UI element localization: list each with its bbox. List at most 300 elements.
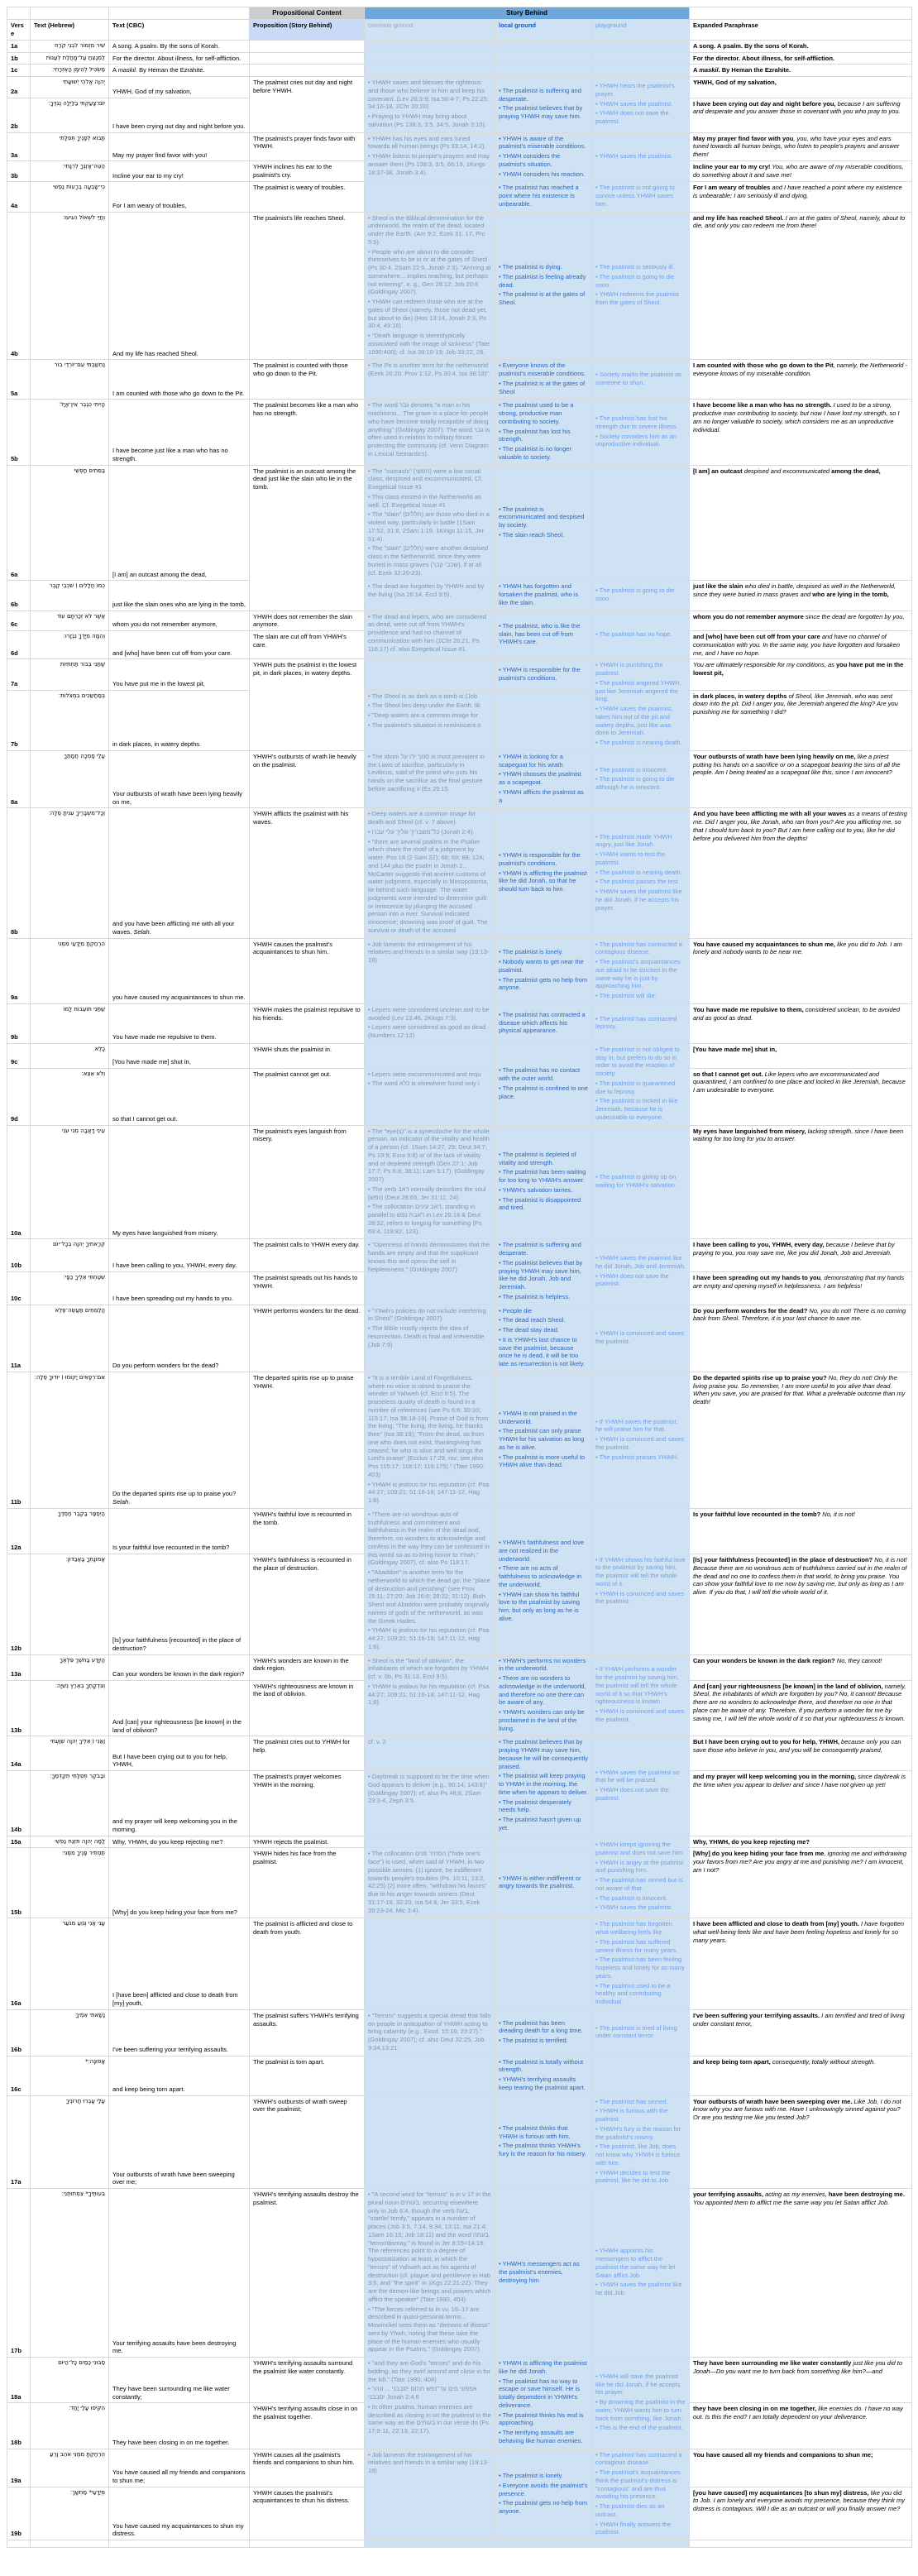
bullet-item: • The dead reach Sheol. — [499, 1316, 566, 1324]
text-segment: . — [149, 927, 151, 936]
common-ground-cell — [365, 1508, 495, 1654]
cbc-text-cell: May my prayer find favor with you! — [109, 132, 250, 161]
bullet-item: • Praying to YHWH may bring about salvation (Ps 138:3, 3:5, 34:5, Jonah 3:10). — [368, 113, 487, 128]
bullet-item: • YHWH can redeem those who are at the gates of Sheol (namely, those not dead yet, but about to die) (Hos 13:14, Jonah 2:3, Ps 30:4, 49:16). — [368, 298, 488, 330]
proposition-cell — [250, 52, 365, 65]
verse-cell: 15a — [7, 1836, 31, 1848]
proposition-cell: YHWH performs wonders for the dead. — [250, 1305, 365, 1372]
bullet-item: • The psalmist is nearing death. — [595, 868, 682, 876]
common-ground-cell — [365, 1654, 495, 1736]
column-header-text-hebrew: Text (Hebrew) — [31, 20, 109, 41]
text-segment: like you did to Job. I am lonely and nobody wants to be near me. — [693, 940, 902, 956]
local-ground-cell — [495, 610, 592, 659]
bullet-item: • It is YHWH's last chance to save the psalmist, because once he is dead, it will be too late as resurrection is not likely. — [499, 1335, 586, 1368]
playground-cell — [592, 400, 690, 465]
bullet-item: • By drowning the psalmist in the water, YHWH wants him to turn back from somthing, like Jonah. — [595, 2398, 686, 2422]
cbc-text-cell: You have caused all my friends and companions to shun me; — [109, 2449, 250, 2487]
bullet-item: • Society considers him as an unproductive individual. — [595, 432, 677, 448]
bullet-item: • Job laments the estrangement of his relatives and friends in a similar way (19:13-19) — [368, 2450, 490, 2475]
text-segment: I have been crying out day and night before you, — [693, 99, 838, 108]
bullet-item: • YHWH considers the psalmist's situation. — [499, 152, 561, 168]
text-segment: . By Heman the Ezrahite. — [135, 66, 205, 74]
bullet-item: • The psalmist has no way to escape or save himself. He is totally dependent in YHWH's deliverance. — [499, 2377, 580, 2409]
playground-cell — [592, 808, 690, 938]
proposition-cell: YHWH shuts the psalmist in. — [250, 1043, 365, 1068]
cbc-text-cell: just like the slain ones who are lying in the tomb, — [109, 581, 250, 610]
verse-cell: 19b — [7, 2487, 31, 2540]
verse-row-1b — [7, 52, 912, 65]
bullet-item: • YHWH saves the psalmist. — [595, 152, 673, 160]
bullet-item: • YHWH saves the psalmist. — [595, 1903, 673, 1912]
text-segment: I have been spreading out my hands to you — [693, 1274, 821, 1282]
bullet-item: • Sheol is the "land of oblivion", the inhabitants of which are forgotten by YHWH (cf. v. 6b, Ps 31:13, Eccl 9:5). — [368, 1656, 489, 1681]
bullet-item: • "and they are God's "terrors" and do his bidding, as they swirl around and close in for the kill." (Tate 1990, 404) — [368, 2359, 491, 2383]
bullet-item: • YHWH is afflicting the psalmist like he did Jonah. — [499, 2359, 587, 2375]
proposition-cell: The psalmist cries out day and night before YHWH. — [250, 77, 365, 133]
bullet-item: • YHWH has his eyes and ears tuned towards all human beings (Ps 33:14, 14:2). — [368, 134, 486, 151]
verse-row-5b — [7, 400, 912, 465]
bullet-item: • YHWH's fury is the reason for the psalmist's misery. — [595, 2124, 681, 2141]
proposition-cell: YHWH makes the psalmist repulsive to his friends. — [250, 1003, 365, 1043]
bullet-item: • The psalmist is seriously ill. — [595, 263, 675, 271]
verse-row-4b — [7, 212, 912, 360]
common-ground-cell — [365, 1239, 495, 1305]
bullet-item: • YHWH is jealous for his reputation (cf. Psa 44:27; 109:21; 51:16-18; 147:11-12, Hag 1:8). — [368, 1480, 490, 1505]
expanded-paraphrase-cell — [690, 98, 912, 132]
verse-cell: 5a — [7, 360, 31, 400]
verse-row-4a — [7, 182, 912, 212]
cbc-text-cell: I have been crying out day and night before you. — [109, 98, 250, 132]
playground-cell — [592, 1836, 690, 1918]
hebrew-text-cell: וּבַבֹּקֶר תְּפִלָּתִי תְקַדְּמֶךָּ׃ — [31, 1771, 109, 1836]
expanded-paraphrase-cell — [690, 400, 912, 465]
proposition-cell: The psalmist becomes like a man who has no strength. — [250, 400, 365, 465]
bullet-item: • People who are about to die consider themselves to be in or at the gates of Sheol (Ps 30:4, 2Sam 22:6, Jonah 2:3). "Arriving at somewhere... implies reaching, but perhaps not entering", e. g., Gen 28:12; Job 20:6 (Goldingay 2007). — [368, 247, 491, 296]
bullet-item: • Society marks the psalmist as someone to shun. — [595, 371, 681, 386]
local-ground-cell — [495, 360, 592, 400]
text-segment: Why, YHWH, do you keep rejecting me? — [693, 1837, 810, 1846]
bullet-item: • The verb דאב normally describes the soul (נפש) (Deut 28:65, Jer 31:11, 24). — [368, 1185, 486, 1201]
text-segment: For the director. About illness, for self-affliction. — [693, 54, 834, 62]
bullet-item: • YHWH appoints his messengers to afflict the psalmist the same way he let Satan afflict Job. — [595, 2247, 676, 2279]
bullet-item: • The psalmist gets no help from anyone. — [499, 2499, 588, 2516]
text-segment: among the dead, — [830, 467, 881, 475]
local-ground-cell — [495, 1043, 592, 1125]
text-segment: Do you perform wonders for the dead? — [693, 1306, 808, 1314]
proposition-cell: The psalmist is afflicted and close to death from youth. — [250, 1918, 365, 2010]
text-segment: lacking strength, since I have been waiting for too long for you to answer. — [693, 1127, 904, 1143]
expanded-paraphrase-cell — [690, 690, 912, 750]
bullet-item: • YHWH has forgotten and forsaken the psalmist, who is like the slain. — [499, 582, 579, 606]
expanded-paraphrase-cell — [690, 1771, 912, 1836]
cbc-text-cell: Do you perform wonders for the dead? — [109, 1305, 250, 1372]
text-segment: and have no channel of communication with you. In the same way, you have forgotten and forsaken me, and I have no hope. — [693, 633, 900, 657]
text-segment: No, it is not! Because there are no wondrous acts of truthfulness carried out in the realm of the dead and no one to confess them in that world, to bring you praise. You can show your faithful love to me now by saving me, but only as long as I am alive. If you do that, I will tell the whole world of it. — [693, 1556, 907, 1597]
proposition-cell: The psalmist is weary of troubles. — [250, 182, 365, 212]
common-ground-cell — [365, 2095, 495, 2189]
text-segment: , demonstrating that my hands are empty and opening myself in helplessness. I am helpless! — [693, 1274, 905, 1290]
bullet-item: • The psalmist passes the test. — [595, 878, 680, 886]
text-segment: [Is] your faithfulness [recounted] in the place of destruction? — [693, 1556, 873, 1564]
common-ground-cell: cf. v. 2 — [365, 1736, 495, 1771]
verse-cell: 10a — [7, 1125, 31, 1239]
playground-cell — [592, 1125, 690, 1239]
common-ground-cell — [365, 581, 495, 610]
playground-cell — [592, 938, 690, 1003]
bullet-item: • The psalmist is innocent. — [595, 1894, 668, 1902]
local-ground-cell — [495, 1125, 592, 1239]
text-segment: as a means of testing me. Did I anger you, like Jonah, who ran from you? Are you afflicting me, so that I should turn back to you? But I am here calling out to you, like he did before you delivered him from the depths! — [693, 810, 907, 842]
cbc-text-cell: Your terrifying assaults have been destroying me. — [109, 2189, 250, 2358]
bullet-item: • "Deep waters are a common image for — [368, 711, 478, 720]
bullet-item: • YHWH does not save the psalmist. — [595, 109, 669, 126]
text-segment: Your outbursts of wrath have been sweeping over me. — [693, 2097, 853, 2105]
text-segment: My eyes have languished from misery, — [693, 1127, 806, 1135]
text-segment: No, it is not! — [820, 1510, 855, 1518]
expanded-paraphrase-cell — [690, 77, 912, 98]
hebrew-text-cell: תָּבוֹא לְפָנֶיךָ תְּפִלָּתִי — [31, 132, 109, 161]
text-segment: And you have been afflicting me with all your waves — [693, 810, 847, 818]
bullet-item: • The psalmist has sinned. — [595, 2097, 668, 2105]
proposition-cell: The departed spirits rise up to praise YHWH. — [250, 1372, 365, 1508]
bullet-item: • The psalmist has sinned but is not aware of that. — [595, 1876, 683, 1892]
expanded-paraphrase-cell — [690, 40, 912, 52]
common-ground-cell — [365, 2009, 495, 2056]
expanded-paraphrase-cell — [690, 65, 912, 77]
bullet-item: • YHWH decides to test the psalmist, like he did to Job. — [595, 2168, 671, 2185]
expanded-paraphrase-cell — [690, 1508, 912, 1554]
bullet-item: • The "eye(s)" is a synecdoche for the whole person, an indicator of the vitality and health of a person (cf. 1Sam 14:27, 29; Deut 34:7; Ps 19:9; Ezra 9:8) or of the lack of vitality and of depleted strength (Gen 27:1; Job 17:7; Ps 6:8; 38:11; Lam 5:17). (Goldingay 2007) — [368, 1127, 490, 1184]
bullet-item: • YHWH is looking for a scapegoat for his wrath. — [499, 752, 565, 768]
bullet-item: • YHWH saves the psalmist like he did Jonah, if he accepts his prayer. — [595, 888, 682, 912]
bullet-item: • The psalmist is tired of living under constant terror. — [595, 2023, 677, 2040]
bullet-item: • The psalmist will die. — [595, 992, 657, 1000]
bullet-item: • The psalmist thinks his end is approaching. — [499, 2411, 584, 2427]
bullet-item: • Nobody wants to get near the psalmist. — [499, 958, 584, 974]
verse-row-13a — [7, 1654, 912, 1680]
verse-cell: 6d — [7, 631, 31, 659]
verse-row-16b — [7, 2009, 912, 2056]
verse-row-14a — [7, 1736, 912, 1771]
bullet-item: • The psalmist is not obliged to stay in, but prefers to do so in order to avoid the reaction of society. — [595, 1045, 680, 1078]
expanded-paraphrase-cell — [690, 2403, 912, 2449]
hebrew-text-cell: שִׁיר מִזְמוֹר לִבְנֵי קֹרַח — [31, 40, 109, 52]
bullet-item: • In other psalms, human enemies are described as closing in on the psalmist in the same way as the בעותים in our verse do (Ps 17:9-11, 22:13, 22:17). — [368, 2402, 491, 2435]
bullet-item: • YHWH hears the psalmist's prayer. — [595, 82, 675, 98]
blank-header-cell — [31, 7, 109, 20]
proposition-cell: YHWH causes all the psalmist's friends and companions to shun him. — [250, 2449, 365, 2487]
column-header-expanded-paraphrase: Expanded Paraphrase — [690, 20, 912, 41]
text-segment: Selah — [112, 1498, 129, 1506]
text-segment: namely, Sheol, the inhabitants of which are forgotten by you? No, it cannot! Because there are no wonders to acknowledge there, and therefore no one in that place can be aware of any. Therefore, if you perform a wonder for me by saving me, I will tell the whole world of it so that your righteousness is known. — [693, 1682, 906, 1722]
bullet-item: • The dead and lepers, who are considered as dead, were cut off from YHWH's providence and had no channel of communication with him (2Chr 26:21, Ps 116:17) cf. also Exegetical Issue #1. — [368, 612, 486, 653]
bullet-item: • The psalmist is going to die although he is innocent. — [595, 775, 675, 792]
bullet-item: • The slain reach Sheol. — [499, 530, 565, 539]
text-segment: Incline your ear to my cry! — [693, 163, 771, 171]
text-segment: You have caused all my friends and companions to shun me; — [693, 2450, 873, 2459]
text-segment: But I have been crying out to you for help, YHWH, — [693, 1738, 839, 1746]
bullet-item: • The psalmist is going to die soon. — [595, 587, 675, 603]
bullet-item: • YHWH's wonders can only be proclaimed in the land of the living. — [499, 1708, 585, 1732]
text-segment: I am counted with those who go down to the Pit — [693, 362, 834, 370]
cbc-text-cell: But I have been crying out to you for help, YHWH, — [109, 1736, 250, 1771]
verse-cell: 5b — [7, 400, 31, 465]
local-ground-cell — [495, 1654, 592, 1736]
text-segment: I used to be a strong, productive man contributing to society, but now I have lost my strength, so I am no longer valuable to society, which considers me as an unproductive individual. — [693, 401, 900, 433]
bullet-item: • Lepers were considered unclean and to be avoided (Lev 13:46, 2Kings 7:3). — [368, 1005, 490, 1022]
verse-cell: 1b — [7, 52, 31, 65]
playground-cell — [592, 1043, 690, 1125]
expanded-paraphrase-cell — [690, 1918, 912, 2010]
bullet-item: • The "outcasts" (חפשי) were a low social class, despised and excommunicated. Cf. Exegetical Issue #1 — [368, 467, 483, 491]
common-ground-cell — [365, 1372, 495, 1508]
common-ground-cell — [365, 400, 495, 465]
bullet-item: • YHWH saves the psalmist so that he will be praised. — [595, 1768, 680, 1784]
text-segment: [You have made me] shut in, — [693, 1045, 777, 1053]
bullet-item: • אפפוני מים עד־נפש תהום יסבבני ... ונהר יסבבני Jonah 2:4,6 — [368, 2385, 477, 2401]
expanded-paraphrase-cell — [690, 2487, 912, 2540]
cbc-text-cell: You have caused my acquaintances to shun my distress. — [109, 2487, 250, 2540]
verse-row-17b — [7, 2189, 912, 2358]
verse-cell: 15b — [7, 1848, 31, 1918]
expanded-paraphrase-cell — [690, 212, 912, 360]
playground-cell — [592, 465, 690, 581]
text-segment: and [who] have been cut off from your care — [693, 633, 820, 641]
playground-cell — [592, 65, 690, 77]
bullet-item: • YHWH listens to people's prayers and may answer them (Ps 138:3, 3:5, 66:19, 1Kings 18:37-38, Jonah 3:4). — [368, 152, 490, 176]
text-segment: acting as my enemies, — [763, 2191, 827, 2199]
verse-row-6b — [7, 581, 912, 610]
hebrew-text-cell: בִּעוּתֶיךָ* צִמְּתוּתֻנִי׃ — [31, 2189, 109, 2358]
text-segment: I have been afflicted and close to death from [my] youth. — [693, 1920, 859, 1928]
expanded-paraphrase-cell — [690, 1003, 912, 1043]
bullet-item: • Sheol is the Biblical denomination for the underworld, the realm of the dead, located under the Earth. (Am 9:2, Ezek 31: 17, Pro 5:5). — [368, 213, 485, 246]
local-ground-cell — [495, 400, 592, 465]
bullet-item: • YHWH is angry at the psalmist and punishing him. — [595, 1858, 684, 1875]
bullet-item: • Daybreak is supposed to be the time when God appears to deliver (e.g., 90:14; 143:8)" (Goldingay 2007); cf. also Ps 46:6, 2Sam 23:3-4, Zeph 3:5. — [368, 1773, 490, 1805]
text-segment: have been destroying me. — [826, 2191, 905, 2199]
text-segment: For I am weary of troubles — [693, 184, 771, 192]
bullet-item: • The psalmist has contracted leprosy. — [595, 1014, 677, 1031]
proposition-cell — [250, 40, 365, 52]
bullet-item: • The idiom סמך ידו על is most prevalent in the Laws of sacrifice, particularly in Leviticus, said of the priest who puts his hands on the sacrifice as the final gesture before sacrificing it (Ex 29:15 — [368, 752, 485, 792]
bullet-item: • The psalmist is nearing death. — [595, 739, 682, 747]
verse-cell: 9d — [7, 1068, 31, 1125]
text-segment: Is your faithful love recounted in the tomb? — [693, 1510, 821, 1518]
verse-cell: 12a — [7, 1508, 31, 1554]
bullet-item: • There are no wonders to acknowledge in the underworld, and therefore no one there can be aware of any. — [499, 1674, 586, 1707]
common-ground-cell — [365, 1836, 495, 1848]
text-segment: Like Job, I do not know why you are furious with me. Have I unknowingly sinned against you? Or are you testing me like you tested Job? — [693, 2097, 901, 2122]
cbc-text-cell: You have put me in the lowest pit, — [109, 659, 250, 690]
verse-row-8a — [7, 750, 912, 808]
cbc-text-cell: Incline your ear to my cry! — [109, 161, 250, 182]
hebrew-text-cell: הֲלַמֵּתִים תַּעֲשֶׂה־פֶּלֶא — [31, 1305, 109, 1372]
hebrew-text-cell: הִרְחַקְתָּ מְיֻדָּעַי מִמֶּנִּי — [31, 938, 109, 1003]
blank-header-cell — [690, 7, 912, 20]
proposition-cell: The psalmist is counted with those who go down to the Pit. — [250, 360, 365, 400]
cbc-text-cell: Your outbursts of wrath have been sweeping over me; — [109, 2095, 250, 2189]
local-ground-cell — [495, 938, 592, 1003]
hebrew-text-cell: וְהֵמָּה מִיָּדְךָ נִגְזָרוּ׃ — [31, 631, 109, 659]
expanded-paraphrase-cell — [690, 182, 912, 212]
verse-cell: 11a — [7, 1305, 31, 1372]
verse-row-3a — [7, 132, 912, 161]
hebrew-text-cell: כָּלֻא — [31, 1043, 109, 1068]
verse-cell: 2a — [7, 77, 31, 98]
text-segment: I am at the gates of Sheol, namely, about to die, and only you can redeem me from there! — [693, 213, 906, 230]
column-header-proposition: Proposition (Story Behind) — [250, 20, 365, 41]
text-segment: because I believe that by praying to you, you may save me, like you did Jonah, Job and Jeremiah. — [693, 1241, 895, 1257]
text-segment: maskil — [699, 66, 719, 74]
bullet-item: • YHWH is either indifferent or angry towards the psalmist. — [499, 1874, 581, 1890]
column-header-verse: Verse — [7, 20, 31, 41]
bullet-item: • YHWH keeps ignoring the psalmist and does not save him. — [595, 1841, 685, 1856]
bullet-item: • If YHWH saves the psalmist, he will praise him for that. — [595, 1417, 678, 1434]
bullet-item: • The psalmist has lost his strength. — [499, 427, 571, 443]
bullet-item: • "Yhwh's policies do not include interfering in Sheol" (Goldingay 2007) — [368, 1306, 486, 1323]
local-ground-cell — [495, 65, 592, 77]
hebrew-text-cell: הַיְסֻפַּר בַּקֶּבֶר חַסְדֶּךָ — [31, 1508, 109, 1554]
bullet-item: • "Terrors" suggests a special dread that falls on people in anticipation of YHWH acting to bring calamity (e.g., Exod. 15:16; 23:27)." (Goldingay 2007); cf. also Deut 32:25, Job 9:34,13:21. — [368, 2011, 491, 2052]
text-segment: and I have reached a point where my existence is unbearable; I am seriously ill and dying, — [693, 184, 902, 200]
bullet-item: • The psalmist is terrified. — [499, 2037, 568, 2045]
text-segment: consequently, totally without strength. — [770, 2057, 876, 2066]
proposition-cell: YHWH's outbursts of wrath sweep over the psalmist; — [250, 2095, 365, 2189]
verse-row-8b — [7, 808, 912, 938]
psalm-commentary-table — [7, 7, 912, 2548]
bullet-item: • YHWH saves and blesses the righteous and those who believe in him and keep his covenant. (Lev 26:3-9; Isa 56:4-7; Ps 22:25; 34:16-18, 2Chr 20:20) — [368, 79, 489, 111]
text-segment: your terrifying assaults, — [693, 2191, 764, 2199]
expanded-paraphrase-cell — [690, 610, 912, 631]
proposition-cell: The psalmist suffers YHWH's terrifying assaults. — [250, 2009, 365, 2056]
bullet-item: • YHWH is afflicting the psalmist like he did Jonah, so that he should turn back to him. — [499, 869, 587, 893]
proposition-cell: YHWH afflicts the psalmist with his waves. — [250, 808, 365, 938]
bullet-item: • YHWH considers his reaction. — [499, 170, 586, 178]
proposition-cell: YHWH's wonders are known in the dark region. — [250, 1654, 365, 1680]
hebrew-text-cell: וְלֹא אֵצֵא׃ — [31, 1068, 109, 1125]
expanded-paraphrase-cell — [690, 659, 912, 690]
text-segment: Like lepers who are excommunicated and quarantined, I am confined to one place and locked in like Jeremiah, because I am undesirable to everyone. — [693, 1070, 906, 1094]
verse-cell: 7a — [7, 659, 31, 690]
local-ground-cell — [495, 1003, 592, 1043]
cbc-text-cell: They have been closing in on me together. — [109, 2403, 250, 2449]
bullet-item: • The psalmist gets no help from anyone. — [499, 975, 588, 992]
verse-cell: 18b — [7, 2403, 31, 2449]
bullet-item: • YHWH is convinced and saves the psalmist. — [595, 1707, 685, 1723]
expanded-paraphrase-cell — [690, 2189, 912, 2358]
local-ground-cell — [495, 2189, 592, 2358]
bullet-item: • "There are no wondrous acts of truthfulness and commitment and faithfulness in the realm of the dead and, therefore, no wonders to acknowledge and confess in the way they can be confessed in this world so as to bring honor to Yhwh." (Goldingay 2007), cf. also Ps 118:17. — [368, 1510, 490, 1567]
bullet-item: • The Bible mostly rejects the idea of resurrection. Death is final and irreversible (Job 7:9) — [368, 1324, 485, 1348]
bullet-item: • The psalmist believes that by praying YHWH may save him. — [499, 104, 583, 121]
proposition-cell: The slain are cut off from YHWH's care. — [250, 631, 365, 659]
empty-cell — [365, 2540, 495, 2548]
verse-cell: 3b — [7, 161, 31, 182]
cbc-text-cell: I [have been] afflicted and close to death from [my] youth, — [109, 1918, 250, 2010]
bullet-item: • The psalmist thinks that YHWH is furious with him. — [499, 2124, 571, 2140]
common-ground-cell — [365, 1771, 495, 1836]
bullet-item: • The psalmist is at the gates of Sheol. — [499, 290, 586, 307]
expanded-paraphrase-cell — [690, 2095, 912, 2189]
common-ground-cell — [365, 690, 495, 750]
playground-cell — [592, 1003, 690, 1043]
hebrew-text-cell: וְכָל־מִשְׁבָּרֶיךָ עִנִּיתָ סֶּלָה׃ — [31, 808, 109, 938]
bullet-item: • YHWH is responsible for the psalmist's conditions. — [499, 851, 581, 867]
text-segment: since daybreak is the time when you appear to deliver and since I have not given up yet! — [693, 1773, 906, 1788]
verse-row-1a — [7, 40, 912, 52]
bullet-item: • The psalmist has no contact with the outer world. — [499, 1066, 580, 1083]
expanded-paraphrase-cell — [690, 1068, 912, 1125]
bullet-item: • The psalmist hasn't given up yet. — [499, 1816, 581, 1831]
text-segment: in dark places, in watery depths — [693, 692, 787, 700]
cbc-text-cell: I have become just like a man who has no strength. — [109, 400, 250, 465]
hebrew-text-cell: סַבּוּנִי כַמַּיִם כָּל־הַיּוֹם — [31, 2358, 109, 2403]
bullet-item: • YHWH redeems the psalmist from the gates of Sheol. — [595, 290, 679, 307]
text-segment: YHWH, God of my salvation, — [693, 79, 777, 87]
bullet-item: • The psalmist has lost his strength due to severe illness. — [595, 414, 678, 430]
bullet-item: • YHWH is jealous for his reputation (cf. Psa 44:27; 109:21; 51:16-18; 147:11-12, Hag 1:8). — [368, 1682, 490, 1707]
local-ground-cell — [495, 2449, 592, 2540]
bullet-item: • The psalmist's situation is reminiscent o — [368, 721, 481, 729]
proposition-cell: YHWH causes the psalmist's acquaintances to shun his distress. — [250, 2487, 365, 2540]
bullet-item: • The psalmist is dying. — [499, 263, 562, 271]
empty-cell — [31, 2540, 109, 2548]
common-ground-cell — [365, 659, 495, 690]
common-ground-cell — [365, 750, 495, 808]
local-ground-cell — [495, 808, 592, 938]
common-ground-cell — [365, 1043, 495, 1068]
bullet-item: • The psalmist is no longer valuable to society. — [499, 445, 571, 461]
common-ground-cell — [365, 1305, 495, 1372]
proposition-cell: YHWH does not remember the slain anymore. — [250, 610, 365, 631]
bullet-item: • The psalmist believes that by praying YHWH may save him, like he did Jonah, Job and Jeremiah. — [499, 1258, 583, 1291]
text-segment: Your outbursts of wrath have been lying heavily on me, — [693, 752, 856, 760]
text-segment: of Sheol, like Jeremiah, who was sent down into the pit. Did I anger you, like Jeremiah angered the king? Are you punishing me for something I did? — [693, 692, 898, 716]
bullet-item: • The psalmist is not going to survive unless YHWH saves him. — [595, 184, 675, 208]
bullet-item: • The collocation דאב עינים, standing in parallel to דאבת נפש in Lev 26:16 & Deut 28:32, refers to longing for something (Ps 69:4, 119:82, 123). — [368, 1203, 482, 1235]
bullet-item: • The psalmist has suffered severe illness for many years. — [595, 1937, 678, 1954]
local-ground-cell — [495, 212, 592, 360]
expanded-paraphrase-cell — [690, 631, 912, 659]
bullet-item: • YHWH is aware of the psalmist's miserable conditions. — [499, 134, 586, 151]
bullet-item: • YHWH chooses the psalmist as a scapegoat. — [499, 770, 581, 787]
text-segment: You, who are aware of my miserable conditions, do something about it and save me! — [693, 163, 904, 180]
column-header-local-ground: local ground — [495, 20, 592, 41]
text-segment: Do the departed spirits rise up to praise you? — [693, 1373, 827, 1381]
bullet-item: • The psalmist is locked in like Jeremiah, because he is undesirable to everyone. — [595, 1097, 678, 1121]
text-segment: [I am] an outcast — [693, 467, 744, 475]
bullet-item: • YHWH can show his faithful love to the psalmist by saving him, but only as long as he is alive. — [499, 1590, 580, 1622]
bullet-item: • YHWH is convinced and saves the psalmist. — [595, 1589, 685, 1606]
column-header-common-ground: common ground — [365, 20, 495, 41]
common-ground-cell — [365, 2449, 495, 2540]
bullet-item: • The psalmist used to be a healthy and contributing individual. — [595, 1981, 671, 2006]
cbc-text-cell: Is your faithful love recounted in the tomb? — [109, 1508, 250, 1554]
bullet-item: • YHWH's terrifying assaults keep tearing the psalmist apart. — [499, 2076, 586, 2091]
verse-row-12a — [7, 1508, 912, 1554]
expanded-paraphrase-cell — [690, 2009, 912, 2056]
text-segment: , ignoring me and withdrawing your favors from me? Are you angry at me and punishing me? I am innocent, am I not? — [693, 1850, 906, 1874]
cbc-text-cell: For the director. About illness, for self-affliction. — [109, 52, 250, 65]
bullet-item: • If YHWH shows his faithful love to the psalmist by saving him, the psalmist will tell the whole world of it. — [595, 1555, 686, 1587]
proposition-cell: The psalmist calls to YHWH every day. — [250, 1239, 365, 1272]
text-segment: who are lying in the tomb, — [810, 591, 889, 599]
bullet-item: • The psalmist is suffering and desperate. — [499, 86, 581, 103]
common-ground-cell — [365, 65, 495, 77]
bullet-item: • The psalmist is feeling already dead. — [499, 272, 586, 289]
text-segment: because only you can save those who believe in you, and you will be consequently praised, — [693, 1738, 901, 1755]
